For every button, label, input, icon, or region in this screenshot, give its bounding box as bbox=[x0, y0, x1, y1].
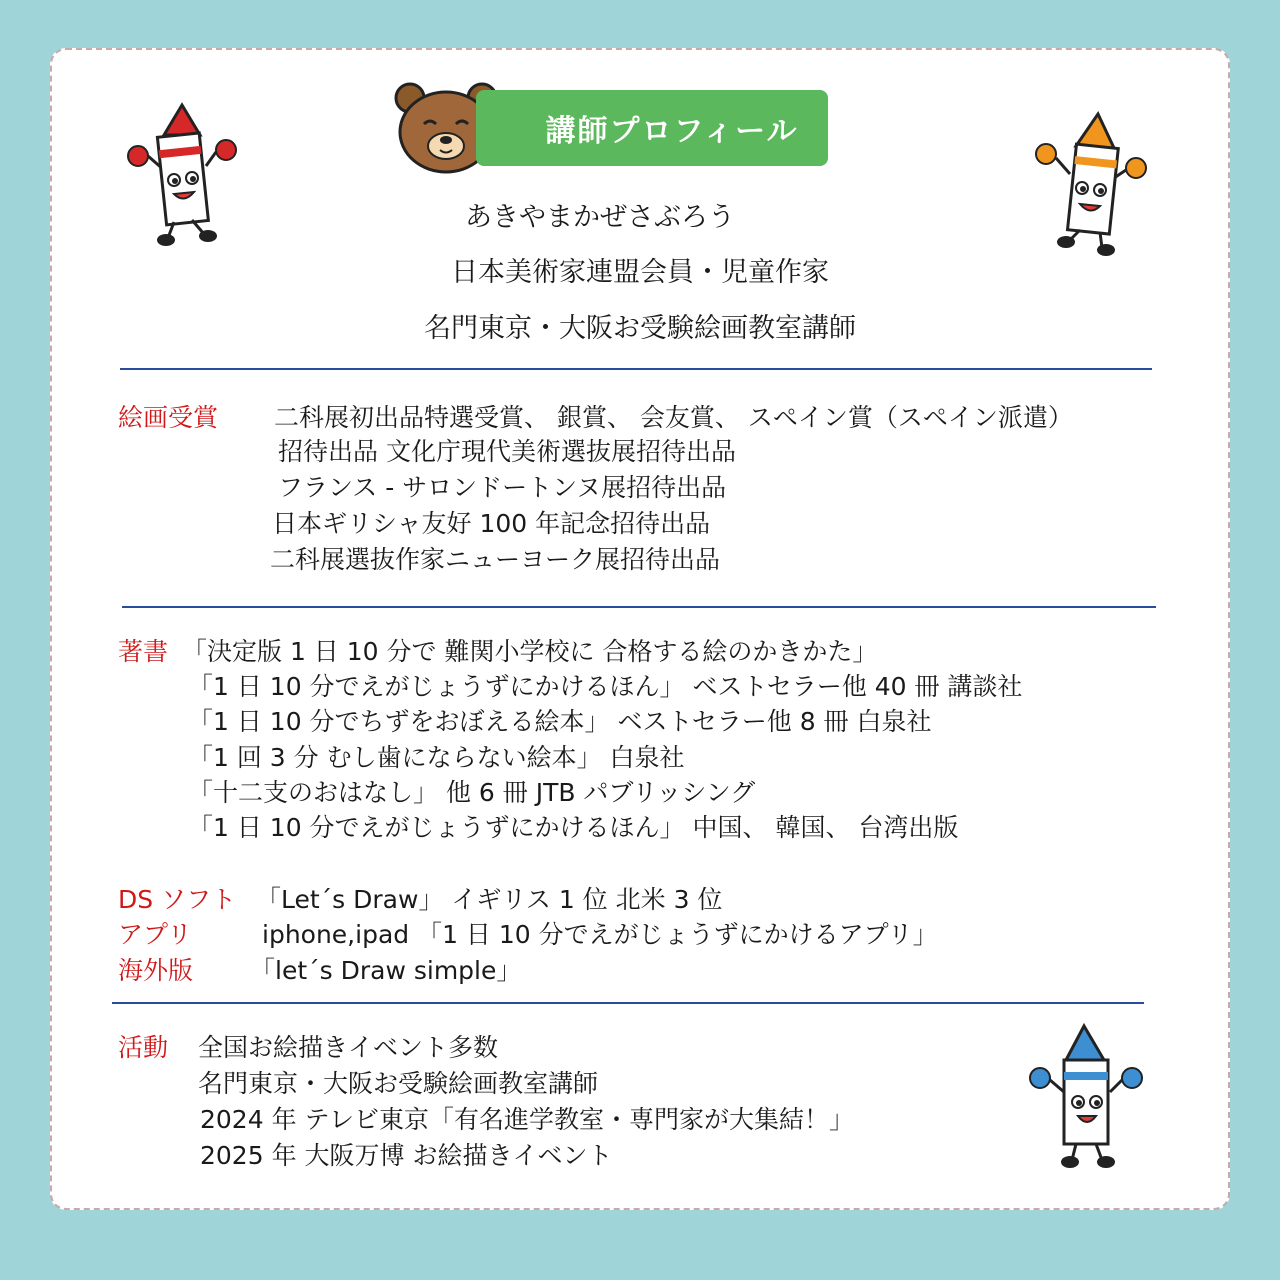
activity-line: 名門東京・大阪お受験絵画教室講師 bbox=[198, 1069, 599, 1098]
teacher-title-2: 名門東京・大阪お受験絵画教室講師 bbox=[424, 313, 856, 344]
book-line: 「1 日 10 分でちずをおぼえる絵本」 ベストセラー他 8 冊 白泉社 bbox=[188, 707, 932, 736]
book-line: 「十二支のおはなし」 他 6 冊 JTB パブリッシング bbox=[188, 778, 756, 807]
app-text: iphone,ipad 「1 日 10 分でえがじょうずにかけるアプリ」 bbox=[262, 920, 938, 949]
app-label: アプリ bbox=[118, 920, 193, 949]
profile-badge bbox=[476, 90, 828, 166]
activities-label: 活動 bbox=[118, 1033, 169, 1062]
awards-label: 絵画受賞 bbox=[118, 403, 219, 432]
book-line: 「1 日 10 分でえがじょうずにかけるほん」 ベストセラー他 40 冊 講談社 bbox=[188, 672, 1023, 701]
book-line: 「1 回 3 分 むし歯にならない絵本」 白泉社 bbox=[188, 743, 685, 772]
software-text: 「Let´s Draw」 イギリス 1 位 北米 3 位 bbox=[256, 885, 723, 914]
teacher-name: あきやまかぜさぶろう bbox=[465, 202, 735, 233]
overseas-text: 「let´s Draw simple」 bbox=[250, 956, 522, 985]
divider bbox=[120, 368, 1152, 370]
teacher-title-1: 日本美術家連盟会員・児童作家 bbox=[451, 257, 829, 288]
orange-crayon-icon bbox=[1034, 108, 1150, 258]
award-line: 日本ギリシャ友好 100 年記念招待出品 bbox=[272, 509, 711, 538]
software-label: DS ソフト bbox=[118, 885, 237, 914]
books-label: 著書 bbox=[118, 637, 169, 666]
blue-crayon-icon bbox=[1028, 1020, 1144, 1170]
award-line: 招待出品 文化庁現代美術選抜展招待出品 bbox=[278, 437, 736, 466]
activity-line: 2024 年 テレビ東京「有名進学教室・専門家が大集結！」 bbox=[200, 1105, 855, 1134]
divider bbox=[112, 1002, 1144, 1004]
book-line: 「1 日 10 分でえがじょうずにかけるほん」 中国、 韓国、 台湾出版 bbox=[188, 813, 959, 842]
activity-line: 2025 年 大阪万博 お絵描きイベント bbox=[200, 1141, 613, 1170]
award-line: フランス - サロンドートンヌ展招待出品 bbox=[278, 473, 727, 502]
award-line: 二科展選抜作家ニューヨーク展招待出品 bbox=[270, 545, 721, 574]
badge-label: 講師プロフィール bbox=[545, 114, 799, 149]
award-line: 二科展初出品特選受賞、 銀賞、 会友賞、 スペイン賞（スペイン派遣） bbox=[274, 403, 1073, 432]
overseas-label: 海外版 bbox=[118, 956, 194, 985]
activity-line: 全国お絵描きイベント多数 bbox=[198, 1033, 499, 1062]
book-line: 「決定版 1 日 10 分で 難関小学校に 合格する絵のかきかた」 bbox=[182, 637, 878, 666]
divider bbox=[122, 606, 1156, 608]
